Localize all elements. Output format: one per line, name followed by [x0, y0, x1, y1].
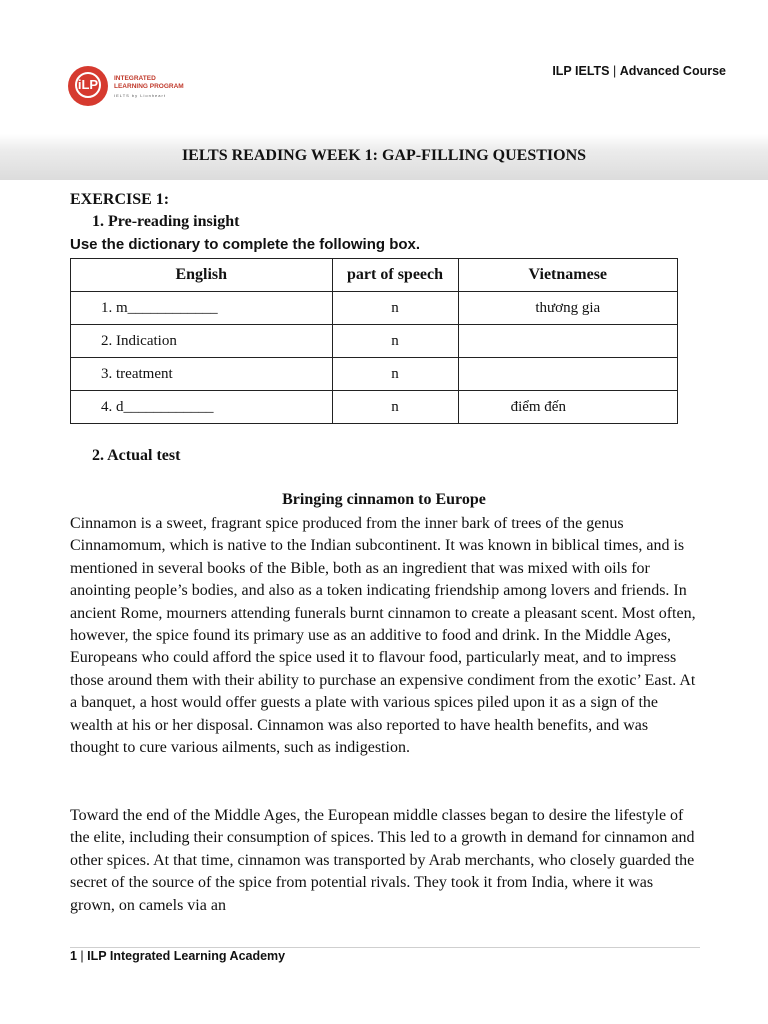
cell-english: 1. m____________ — [71, 292, 333, 325]
section-actual-test: 2. Actual test — [92, 447, 181, 464]
cell-vietnamese — [458, 325, 677, 358]
table-row — [71, 391, 678, 424]
table-row — [71, 325, 678, 358]
logo-tagline: IELTS by Lionheart — [114, 93, 166, 98]
exercise-heading: EXERCISE 1: — [70, 191, 170, 208]
title-band — [0, 134, 768, 180]
table-row — [71, 292, 678, 325]
course-header — [552, 64, 726, 78]
cell-pos: n — [332, 391, 458, 424]
cell-english: 2. Indication — [71, 325, 333, 358]
cell-english: 3. treatment — [71, 358, 333, 391]
passage-paragraph-2: Toward the end of the Middle Ages, the European middle classes began to desire the lifestyle of the elite, including their consumption of spices. This led to a growth in demand for cinnamon and other spices. At that time, cinnamon was transported by Arab merchants, who closely guarded the secret of the source of the spice from potential rivals. They took it from India, where it was grown, on camels via an — [70, 807, 695, 914]
ilp-logo — [68, 66, 218, 106]
cell-pos: n — [332, 292, 458, 325]
cell-vietnamese — [458, 358, 677, 391]
col-header-vietnamese: Vietnamese — [458, 259, 677, 292]
col-header-english: English — [71, 259, 333, 292]
cell-english: 4. d____________ — [71, 391, 333, 424]
cell-vietnamese: thương gia — [458, 292, 677, 325]
header-separator: | — [609, 64, 620, 78]
footer-org: ILP Integrated Learning Academy — [87, 949, 286, 963]
cell-pos: n — [332, 358, 458, 391]
footer-separator: | — [76, 949, 88, 963]
logo-text — [114, 75, 184, 91]
logo-line-2: LEARNING PROGRAM — [114, 83, 184, 90]
cell-vietnamese: điểm đến — [458, 391, 677, 424]
page-title: IELTS READING WEEK 1: GAP-FILLING QUESTIONS — [181, 147, 587, 164]
vocabulary-table — [70, 258, 678, 424]
table-row — [71, 358, 678, 391]
logo-circle-icon — [68, 66, 108, 106]
course-prefix: ILP IELTS — [552, 64, 610, 78]
col-header-pos: part of speech — [332, 259, 458, 292]
instruction: Use the dictionary to complete the following box. — [70, 236, 421, 253]
logo-mark: iLP — [75, 72, 101, 98]
course-name: Advanced Course — [619, 64, 726, 78]
cell-pos: n — [332, 325, 458, 358]
footer-divider — [70, 947, 700, 948]
section-pre-reading: 1. Pre-reading insight — [92, 213, 240, 230]
logo-line-1: INTEGRATED — [114, 75, 156, 82]
table-header-row — [71, 259, 678, 292]
page-number: 1 — [70, 949, 77, 963]
passage-paragraph-1: Cinnamon is a sweet, fragrant spice produced from the inner bark of trees of the genus Cinnamomum, which is native to the Indian subcontinent. It was known in biblical times, and is mentioned in several books of the Bible, both as an ingredient that was mixed with oils for anointing people’s bodies, and also as a token indicating friendship among lovers and friends. In ancient Rome, mourners attending funerals burnt cinnamon to create a pleasant scent. Most often, however, the spice found its primary use as an additive to food and drink. In the Middle Ages, Europeans who could afford the spice used it to flavour food, particularly meat, and to impress those around them with their ability to purchase an expensive condiment from the exotic’ East. At a banquet, a host would offer guests a plate with various spices piled upon it as a sign of the wealth at his or her disposal. Cinnamon was also reported to have health benefits, and was thought to cure various ailments, such as indigestion. — [70, 515, 696, 757]
passage-title: Bringing cinnamon to Europe — [282, 491, 486, 508]
page-footer — [70, 949, 285, 963]
